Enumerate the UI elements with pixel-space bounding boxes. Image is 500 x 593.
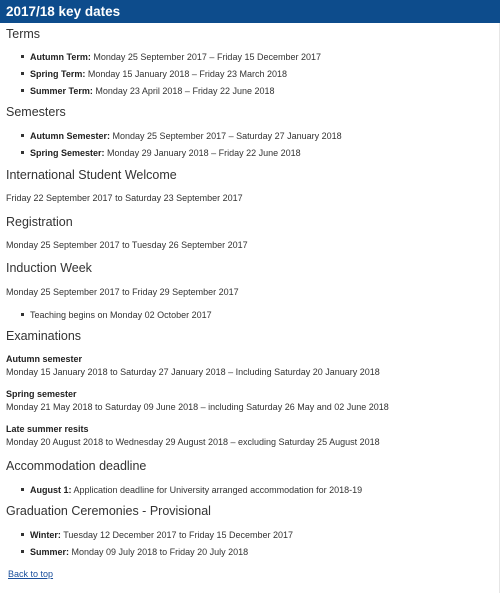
- term-dates: Monday 25 September 2017 – Friday 15 December 2017: [93, 52, 321, 62]
- exam-block-title-text: Late summer resits: [6, 424, 89, 434]
- bullet-icon: [21, 89, 24, 92]
- semester-dates: Monday 25 September 2017 – Saturday 27 January 2018: [112, 131, 342, 141]
- semester-label: Autumn Semester:: [30, 131, 111, 141]
- bullet-icon: [21, 488, 24, 491]
- registration-heading: Registration: [6, 215, 73, 229]
- term-dates: Monday 23 April 2018 – Friday 22 June 2018: [95, 86, 275, 96]
- semesters-heading: Semesters: [6, 105, 66, 119]
- graduation-dates: Monday 09 July 2018 to Friday 20 July 2018: [71, 547, 249, 557]
- exam-block-title: [6, 424, 89, 434]
- teaching-begins-text: Teaching begins on Monday 02 October 2017: [30, 310, 212, 320]
- page-title-banner: [0, 0, 500, 23]
- accommodation-item: [21, 485, 362, 495]
- bullet-icon: [21, 55, 24, 58]
- induction-heading: Induction Week: [6, 261, 92, 275]
- examinations-heading: Examinations: [6, 329, 82, 343]
- semesters-item-autumn: [21, 131, 342, 141]
- exam-block-title: [6, 389, 77, 399]
- term-label: Spring Term:: [30, 69, 86, 79]
- bullet-icon: [21, 151, 24, 154]
- terms-item-spring: [21, 69, 287, 79]
- graduation-label: Summer:: [30, 547, 70, 557]
- bullet-icon: [21, 550, 24, 553]
- graduation-dates: Tuesday 12 December 2017 to Friday 15 December 2017: [63, 530, 294, 540]
- terms-item-autumn: [21, 52, 321, 62]
- induction-dates: Monday 25 September 2017 to Friday 29 September 2017: [6, 287, 239, 297]
- terms-item-summer: [21, 86, 275, 96]
- accommodation-heading: Accommodation deadline: [6, 459, 147, 473]
- welcome-dates: Friday 22 September 2017 to Saturday 23 September 2017: [6, 193, 243, 203]
- exam-block-dates: Monday 20 August 2018 to Wednesday 29 August 2018 – excluding Saturday 25 August 2018: [6, 437, 380, 447]
- graduation-item-summer: [21, 547, 248, 557]
- teaching-begins-item: [21, 310, 212, 320]
- term-dates: Monday 15 January 2018 – Friday 23 March 2018: [87, 69, 287, 79]
- exam-block-dates: Monday 15 January 2018 to Saturday 27 January 2018 – Including Saturday 20 January 2018: [6, 367, 380, 377]
- exam-block-dates: Monday 21 May 2018 to Saturday 09 June 2018 – including Saturday 26 May and 02 June 2018: [6, 402, 389, 412]
- accommodation-text: Application deadline for University arranged accommodation for 2018-19: [73, 485, 363, 495]
- terms-heading: Terms: [6, 27, 41, 41]
- bullet-icon: [21, 313, 24, 316]
- accommodation-label: August 1:: [30, 485, 72, 495]
- semesters-item-spring: [21, 148, 301, 158]
- graduation-heading: Graduation Ceremonies - Provisional: [6, 504, 211, 518]
- term-label: Autumn Term:: [30, 52, 91, 62]
- bullet-icon: [21, 533, 24, 536]
- exam-block-title-text: Autumn semester: [6, 354, 83, 364]
- bullet-icon: [21, 72, 24, 75]
- term-label: Summer Term:: [30, 86, 93, 96]
- semester-label: Spring Semester:: [30, 148, 105, 158]
- welcome-heading: International Student Welcome: [6, 168, 177, 182]
- graduation-label: Winter:: [30, 530, 61, 540]
- exam-block-title-text: Spring semester: [6, 389, 77, 399]
- semester-dates: Monday 29 January 2018 – Friday 22 June 2018: [107, 148, 301, 158]
- page-title: 2017/18 key dates: [6, 4, 121, 19]
- graduation-item-winter: [21, 530, 293, 540]
- registration-dates: Monday 25 September 2017 to Tuesday 26 September 2017: [6, 240, 248, 250]
- bullet-icon: [21, 134, 24, 137]
- back-to-top-link[interactable]: Back to top: [8, 569, 54, 579]
- exam-block-title: [6, 354, 82, 364]
